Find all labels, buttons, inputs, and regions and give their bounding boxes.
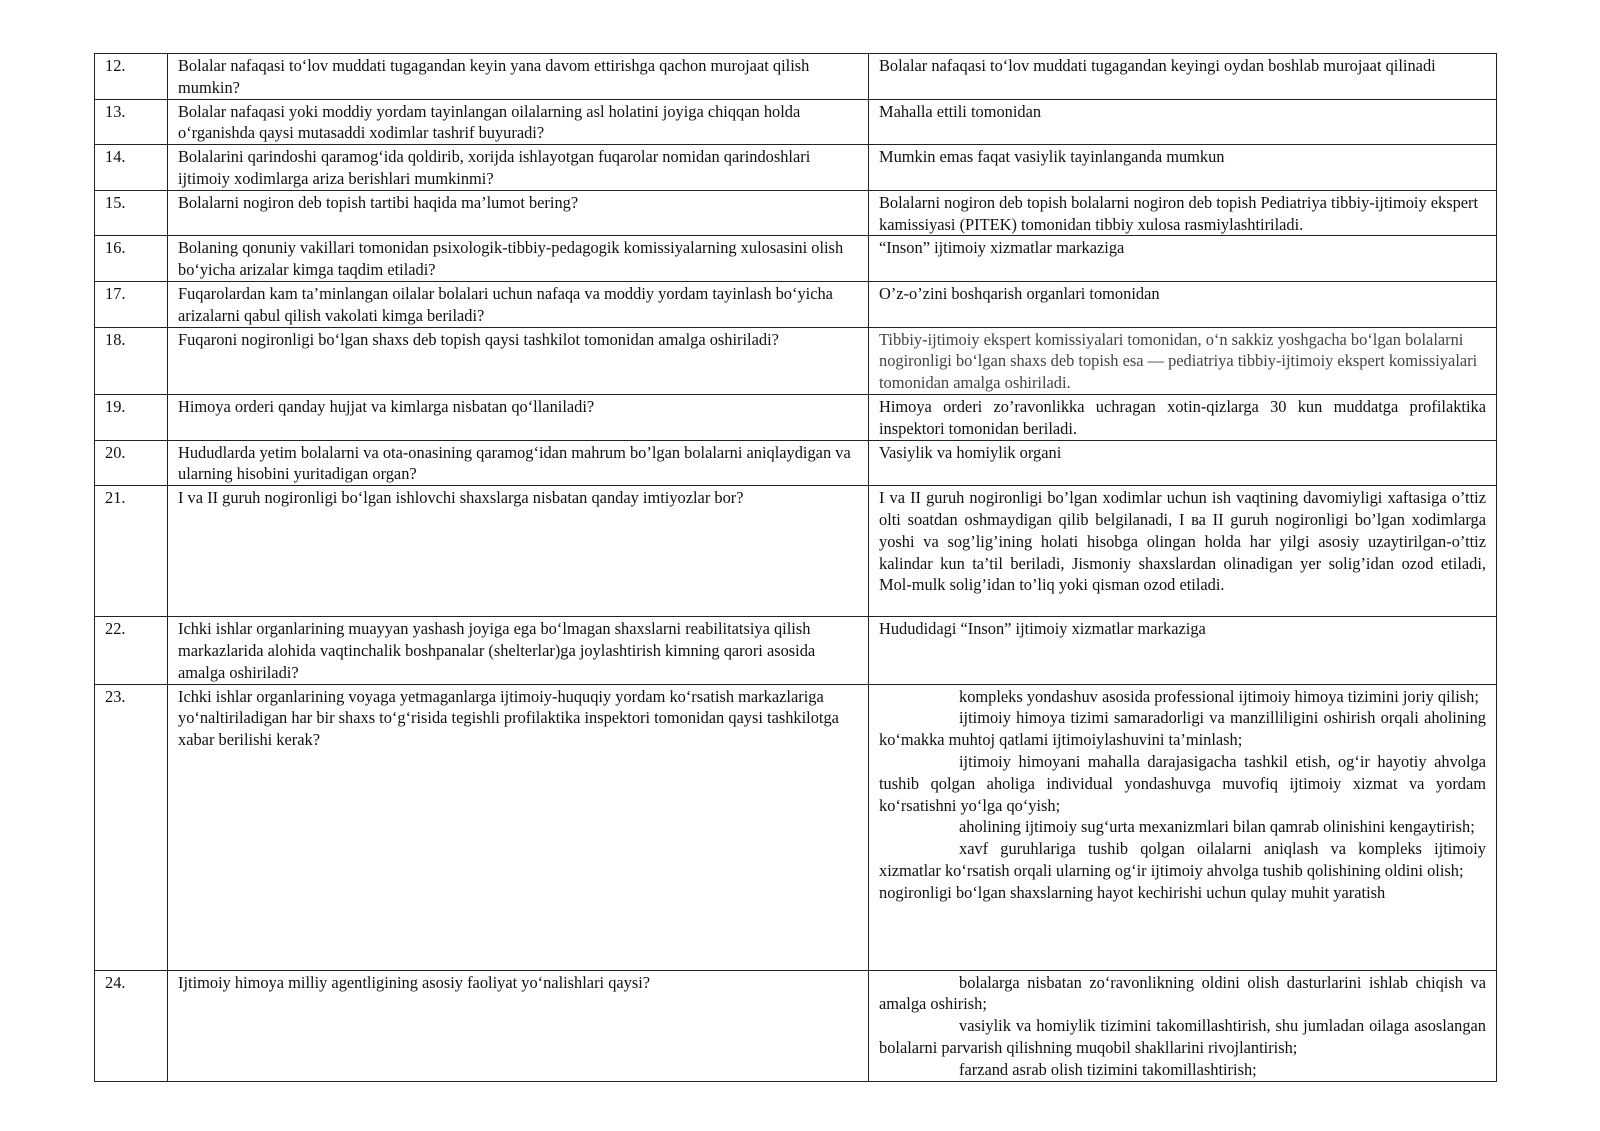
answer-cell: Tibbiy-ijtimoiy ekspert komissiyalari tomonidan, o‘n sakkiz yoshgacha bo‘lgan bolalarni nogironligi bo‘lgan shaxs deb topish esa — pediatriya tibbiy-ijtimoiy ekspert komissiyalari tomonidan amalga oshiriladi. [869,327,1497,394]
row-number: 23. [95,684,168,970]
row-number: 19. [95,394,168,440]
row-number: 17. [95,281,168,327]
answer-paragraph: nogironligi bo‘lgan shaxslarning hayot kechirishi uchun qulay muhit yaratish [879,882,1386,902]
answer-cell: O’z-o’zini boshqarish organlari tomonidan [869,281,1497,327]
answer-cell: Bolalarni nogiron deb topish bolalarni nogiron deb topish Pediatriya tibbiy-ijtimoiy ekspert kamissiyasi (PITEK) tomonidan tibbiy xulosa rasmiylashtiriladi. [869,190,1497,236]
row-number: 13. [95,99,168,145]
row-number: 24. [95,970,168,1081]
row-number: 22. [95,617,168,684]
table-row [95,145,1497,191]
answer-cell: Bolalar nafaqasi to‘lov muddati tugagandan keyingi oydan boshlab murojaat qilinadi [869,54,1497,100]
question-cell: Bolaning qonuniy vakillari tomonidan psixologik-tibbiy-pedagogik komissiyalarning xulosasini olish bo‘yicha arizalar kimga taqdim etiladi? [168,236,869,282]
table-row [95,394,1497,440]
answer-cell: I va II guruh nogironligi bo’lgan xodimlar uchun ish vaqtining davomiyligi xaftasiga o’ttiz olti soatdan oshmaydigan qilib belgilanadi, I ва II guruh nogironligi bo’lgan xodimlarga yoshi va sog’lig’ining holati hisobga olingan holda har yilgi asosiy uzaytirilgan-o’ttiz kalindar kun ta’til beriladi, Jismoniy shaxslardan olinadigan yer solig’idan ozod etiladi, Mol-mulk solig’idan to’liq yoki qisman ozod etiladi. [869,486,1497,617]
question-cell: I va II guruh nogironligi bo‘lgan ishlovchi shaxslarga nisbatan qanday imtiyozlar bor? [168,486,869,617]
answer-cell: Mumkin emas faqat vasiylik tayinlanganda mumkun [869,145,1497,191]
answer-paragraph: vasiylik va homiylik tizimini takomillashtirish, shu jumladan oilaga asoslangan bolalarni parvarish qilishning muqobil shakllarini rivojlantirish; [879,1016,1486,1057]
question-cell: Ichki ishlar organlarining muayyan yashash joyiga ega bo‘lmagan shaxslarni reabilitatsiya qilish markazlarida alohida vaqtinchalik boshpanalar (shelterlar)ga joylashtirish kimning qarori asosida amalga oshiriladi? [168,617,869,684]
row-number: 21. [95,486,168,617]
answer-paragraph: ijtimoiy himoya tizimi samaradorligi va manzilliligini oshirish orqali aholining ko‘makka muhtoj qatlami ijtimoiylashuvini ta’minlash; [879,708,1486,750]
table-row [95,99,1497,145]
qa-table [94,53,1497,1082]
question-cell: Hududlarda yetim bolalarni va ota-onasining qaramog‘idan mahrum bo’lgan bolalarni aniqlaydigan va ularning hisobini yuritadigan organ? [168,440,869,486]
row-number: 12. [95,54,168,100]
question-cell: Ijtimoiy himoya milliy agentligining asosiy faoliyat yo‘nalishlari qaysi? [168,970,869,1081]
answer-cell: “Inson” ijtimoiy xizmatlar markaziga [869,236,1497,282]
question-cell: Fuqaroni nogironligi bo‘lgan shaxs deb topish qaysi tashkilot tomonidan amalga oshiriladi? [168,327,869,394]
answer-paragraph: xavf guruhlariga tushib qolgan oilalarni aniqlash va kompleks ijtimoiy xizmatlar ko‘rsatish orqali ularning og‘ir ijtimoiy ahvolga tushib qolishining oldini olish; [879,839,1486,880]
table-row [95,617,1497,684]
question-cell: Ichki ishlar organlarining voyaga yetmaganlarga ijtimoiy-huquqiy yordam ko‘rsatish markazlariga yo‘naltiriladigan har bir shaxs to‘g‘risida tegishli profilaktika inspektori tomonidan qaysi tashkilotga xabar berilishi kerak? [168,684,869,970]
answer-paragraph: bolalarga nisbatan zo‘ravonlikning oldini olish dasturlarini ishlab chiqish va amalga oshirish; [879,972,1486,1014]
table-row [95,684,1497,970]
answer-cell: Vasiylik va homiylik organi [869,440,1497,486]
row-number: 15. [95,190,168,236]
answer-cell: Himoya orderi zo’ravonlikka uchragan xotin-qizlarga 30 kun muddatga profilaktika inspektori tomonidan beriladi. [869,394,1497,440]
table-row [95,440,1497,486]
answer-cell: Mahalla ettili tomonidan [869,99,1497,145]
answer-paragraph: kompleks yondashuv asosida professional ijtimoiy himoya tizimini joriy qilish; [959,686,1479,706]
answer-cell [869,970,1497,1081]
answer-cell [869,684,1497,970]
row-number: 14. [95,145,168,191]
table-row [95,236,1497,282]
row-number: 16. [95,236,168,282]
answer-cell: Hududidagi “Inson” ijtimoiy xizmatlar markaziga [869,617,1497,684]
question-cell: Himoya orderi qanday hujjat va kimlarga nisbatan qo‘llaniladi? [168,394,869,440]
table-row [95,281,1497,327]
row-number: 18. [95,327,168,394]
answer-paragraph: aholining ijtimoiy sug‘urta mexanizmlari bilan qamrab olinishini kengaytirish; [959,817,1475,837]
question-cell: Fuqarolardan kam ta’minlangan oilalar bolalari uchun nafaqa va moddiy yordam tayinlash bo‘yicha arizalarni qabul qilish vakolati kimga beriladi? [168,281,869,327]
table-row [95,190,1497,236]
answer-paragraph: ijtimoiy himoyani mahalla darajasigacha tashkil etish, og‘ir hayotiy ahvolga tushib qolgan aholiga individual yondashuvga muvofiq ijtimoiy xizmat va yordam ko‘rsatishni yo‘lga qo‘yish; [879,751,1486,815]
table-row [95,327,1497,394]
table-row [95,54,1497,100]
answer-paragraph: farzand asrab olish tizimini takomillashtirish; [959,1059,1257,1079]
question-cell: Bolalarni nogiron deb topish tartibi haqida ma’lumot bering? [168,190,869,236]
table-row [95,486,1497,617]
question-cell: Bolalar nafaqasi yoki moddiy yordam tayinlangan oilalarning asl holatini joyiga chiqqan holda o‘rganishda qaysi mutasaddi xodimlar tashrif buyuradi? [168,99,869,145]
row-number: 20. [95,440,168,486]
table-row [95,970,1497,1081]
question-cell: Bolalarini qarindoshi qaramog‘ida qoldirib, xorijda ishlayotgan fuqarolar nomidan qarindoshlari ijtimoiy xodimlarga ariza berishlari mumkinmi? [168,145,869,191]
question-cell: Bolalar nafaqasi to‘lov muddati tugagandan keyin yana davom ettirishga qachon murojaat qilish mumkin? [168,54,869,100]
